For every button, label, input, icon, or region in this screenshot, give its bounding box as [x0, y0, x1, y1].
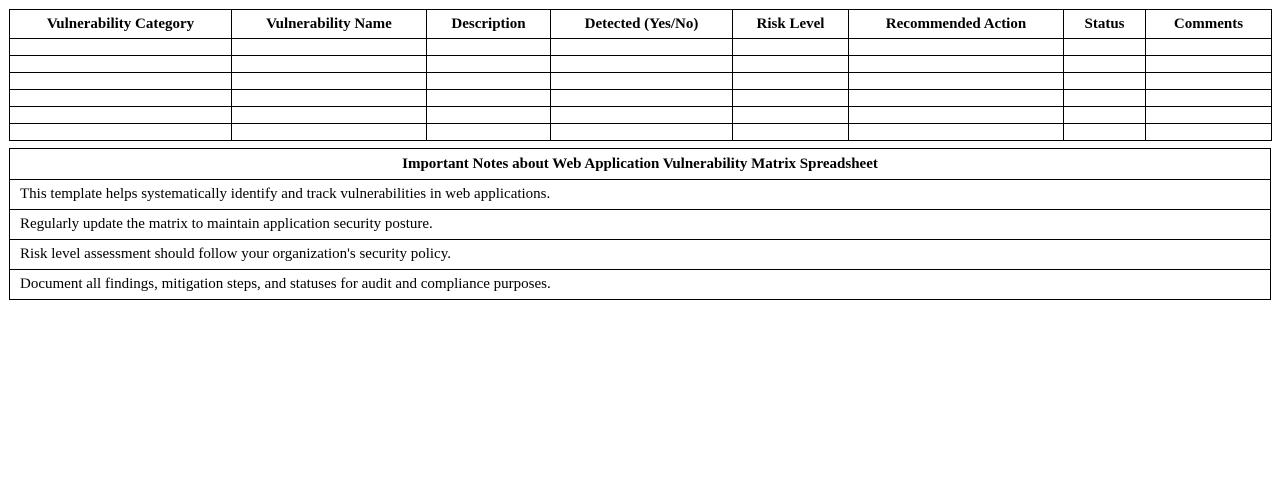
column-header-recommended-action: Recommended Action: [849, 10, 1064, 39]
cell-recommended-action[interactable]: [849, 90, 1064, 107]
cell-recommended-action[interactable]: [849, 39, 1064, 56]
cell-detected[interactable]: [551, 56, 733, 73]
important-notes-container: [9, 148, 1271, 300]
table-row[interactable]: [10, 90, 1272, 107]
cell-recommended-action[interactable]: [849, 73, 1064, 90]
cell-vulnerability-name[interactable]: [232, 90, 427, 107]
cell-risk-level[interactable]: [733, 90, 849, 107]
cell-vulnerability-name[interactable]: [232, 124, 427, 141]
cell-recommended-action[interactable]: [849, 56, 1064, 73]
cell-description[interactable]: [427, 90, 551, 107]
table-row[interactable]: [10, 39, 1272, 56]
column-header-vulnerability-category: Vulnerability Category: [10, 10, 232, 39]
cell-description[interactable]: [427, 56, 551, 73]
cell-comments[interactable]: [1146, 124, 1272, 141]
note-text: This template helps systematically identify and track vulnerabilities in web applications.: [10, 180, 1271, 210]
cell-vulnerability-category[interactable]: [10, 73, 232, 90]
table-row[interactable]: [10, 73, 1272, 90]
table-row[interactable]: [10, 124, 1272, 141]
cell-status[interactable]: [1064, 124, 1146, 141]
note-text: Regularly update the matrix to maintain application security posture.: [10, 210, 1271, 240]
cell-vulnerability-name[interactable]: [232, 73, 427, 90]
cell-vulnerability-category[interactable]: [10, 107, 232, 124]
column-header-vulnerability-name: Vulnerability Name: [232, 10, 427, 39]
cell-comments[interactable]: [1146, 90, 1272, 107]
cell-description[interactable]: [427, 73, 551, 90]
matrix-header-row: [10, 10, 1272, 39]
cell-vulnerability-category[interactable]: [10, 39, 232, 56]
cell-status[interactable]: [1064, 107, 1146, 124]
cell-detected[interactable]: [551, 124, 733, 141]
cell-status[interactable]: [1064, 90, 1146, 107]
cell-detected[interactable]: [551, 107, 733, 124]
cell-description[interactable]: [427, 124, 551, 141]
cell-detected[interactable]: [551, 90, 733, 107]
cell-comments[interactable]: [1146, 56, 1272, 73]
cell-detected[interactable]: [551, 39, 733, 56]
cell-vulnerability-category[interactable]: [10, 90, 232, 107]
column-header-comments: Comments: [1146, 10, 1272, 39]
list-item: [10, 180, 1271, 210]
column-header-status: Status: [1064, 10, 1146, 39]
cell-risk-level[interactable]: [733, 124, 849, 141]
cell-recommended-action[interactable]: [849, 107, 1064, 124]
list-item: [10, 210, 1271, 240]
notes-title-row: [10, 149, 1271, 180]
notes-title: Important Notes about Web Application Vulnerability Matrix Spreadsheet: [10, 149, 1271, 180]
column-header-detected: Detected (Yes/No): [551, 10, 733, 39]
table-row[interactable]: [10, 56, 1272, 73]
cell-vulnerability-category[interactable]: [10, 56, 232, 73]
cell-vulnerability-category[interactable]: [10, 124, 232, 141]
cell-description[interactable]: [427, 39, 551, 56]
cell-description[interactable]: [427, 107, 551, 124]
important-notes-table: [9, 148, 1271, 300]
cell-vulnerability-name[interactable]: [232, 56, 427, 73]
cell-risk-level[interactable]: [733, 107, 849, 124]
vulnerability-matrix-table: [9, 9, 1272, 141]
cell-recommended-action[interactable]: [849, 124, 1064, 141]
list-item: [10, 240, 1271, 270]
column-header-description: Description: [427, 10, 551, 39]
cell-comments[interactable]: [1146, 39, 1272, 56]
cell-vulnerability-name[interactable]: [232, 107, 427, 124]
cell-risk-level[interactable]: [733, 39, 849, 56]
cell-detected[interactable]: [551, 73, 733, 90]
cell-status[interactable]: [1064, 39, 1146, 56]
cell-status[interactable]: [1064, 56, 1146, 73]
list-item: [10, 270, 1271, 300]
column-header-risk-level: Risk Level: [733, 10, 849, 39]
note-text: Document all findings, mitigation steps, and statuses for audit and compliance purposes.: [10, 270, 1271, 300]
table-row[interactable]: [10, 107, 1272, 124]
cell-status[interactable]: [1064, 73, 1146, 90]
cell-comments[interactable]: [1146, 73, 1272, 90]
note-text: Risk level assessment should follow your organization's security policy.: [10, 240, 1271, 270]
cell-vulnerability-name[interactable]: [232, 39, 427, 56]
vulnerability-matrix-container: [9, 9, 1271, 141]
cell-risk-level[interactable]: [733, 73, 849, 90]
cell-risk-level[interactable]: [733, 56, 849, 73]
cell-comments[interactable]: [1146, 107, 1272, 124]
